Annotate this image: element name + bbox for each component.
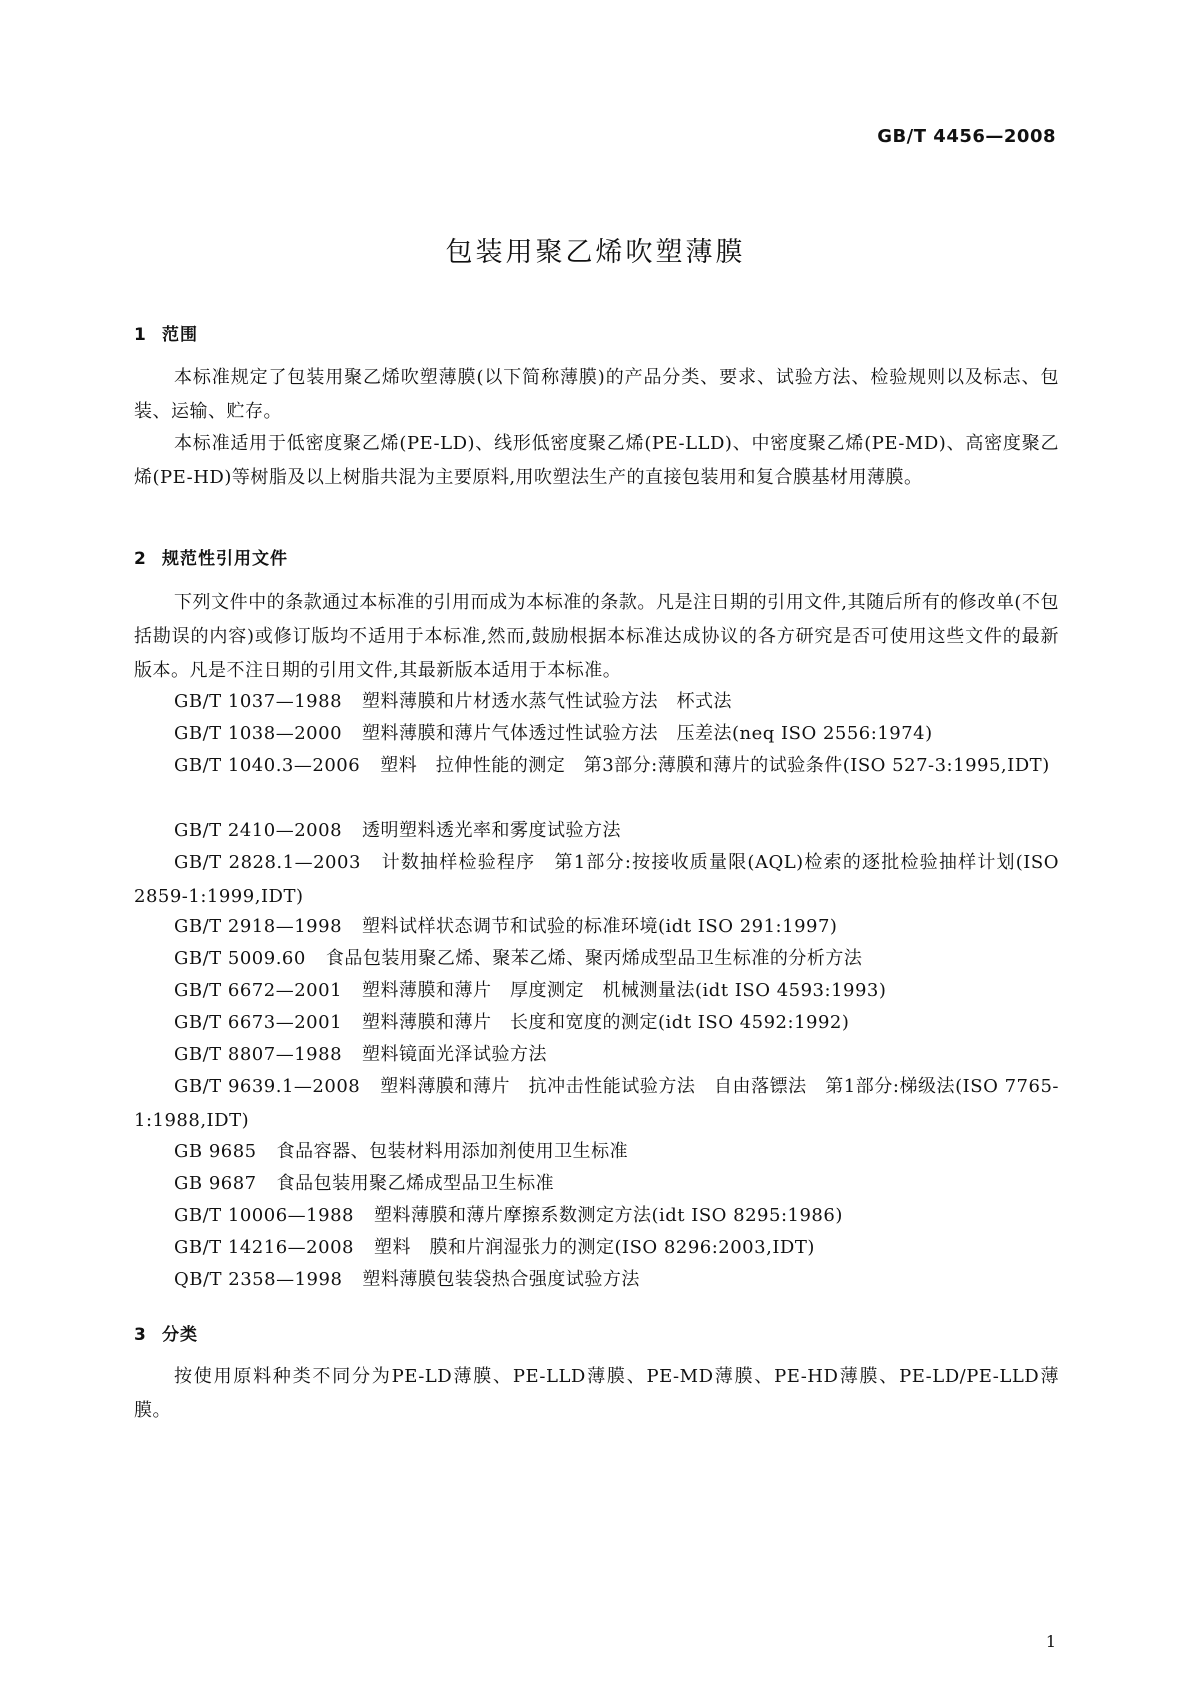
reference-code: GB/T 2918—1998: [174, 916, 343, 937]
reference-title: 食品包装用聚乙烯、聚苯乙烯、聚丙烯成型品卫生标准的分析方法: [325, 948, 863, 969]
section-number: 3: [134, 1325, 147, 1345]
reference-title: 塑料 膜和片润湿张力的测定(ISO 8296:2003,IDT): [373, 1237, 815, 1258]
reference-title: 塑料薄膜和薄片 长度和宽度的测定(idt ISO 4592:1992): [362, 1012, 850, 1033]
reference-item: [134, 1070, 1059, 1138]
section-number: 1: [134, 325, 147, 345]
section-title: 规范性引用文件: [162, 549, 288, 569]
reference-code: GB/T 1038—2000: [174, 723, 343, 744]
reference-code: QB/T 2358—1998: [174, 1269, 343, 1290]
reference-code: GB/T 10006—1988: [174, 1205, 354, 1226]
reference-code: GB/T 2410—2008: [174, 820, 343, 841]
reference-title: 塑料薄膜和片材透水蒸气性试验方法 杯式法: [362, 691, 733, 712]
reference-item: [174, 942, 1059, 976]
reference-code: GB/T 9639.1—2008: [174, 1076, 361, 1097]
section-number: 2: [134, 549, 147, 569]
reference-title: 塑料薄膜包装袋热合强度试验方法: [362, 1269, 640, 1290]
reference-title: 塑料 拉伸性能的测定 第3部分:薄膜和薄片的试验条件(ISO 527-3:1995,IDT): [380, 755, 1050, 776]
reference-title: 塑料薄膜和薄片 抗冲击性能试验方法 自由落镖法 第1部分:梯级法(ISO 7765-1:1988,IDT): [134, 1076, 1059, 1131]
section-3-heading: [134, 1320, 198, 1345]
reference-item: [174, 1199, 1059, 1233]
reference-code: GB/T 5009.60: [174, 948, 306, 969]
references-intro: 下列文件中的条款通过本标准的引用而成为本标准的条款。凡是注日期的引用文件,其随后所有的修改单(不包括勘误的内容)或修订版均不适用于本标准,然而,鼓励根据本标准达成协议的各方研究是否可使用这些文件的最新版本。凡是不注日期的引用文件,其最新版本适用于本标准。: [134, 592, 1059, 681]
reference-item: [174, 1006, 1059, 1040]
document-title: 包装用聚乙烯吹塑薄膜: [445, 237, 746, 268]
reference-item: [174, 1231, 1059, 1265]
reference-title: 塑料试样状态调节和试验的标准环境(idt ISO 291:1997): [362, 916, 838, 937]
section-2-heading: [134, 544, 288, 569]
reference-title: 透明塑料透光率和雾度试验方法: [362, 820, 622, 841]
reference-item: [174, 814, 1059, 848]
reference-title: 塑料镜面光泽试验方法: [362, 1044, 548, 1065]
reference-title: 食品容器、包装材料用添加剂使用卫生标准: [276, 1141, 629, 1162]
reference-code: GB/T 1037—1988: [174, 691, 343, 712]
classification-paragraph: 按使用原料种类不同分为PE-LD薄膜、PE-LLD薄膜、PE-MD薄膜、PE-HD薄膜、PE-LD/PE-LLD薄膜。: [134, 1366, 1059, 1421]
reference-item: [134, 749, 1059, 783]
reference-item: [174, 1167, 1059, 1201]
reference-code: GB/T 2828.1—2003: [174, 852, 361, 873]
section-title: 分类: [162, 1325, 198, 1345]
reference-code: GB/T 6672—2001: [174, 980, 343, 1001]
section-title: 范围: [162, 325, 198, 345]
reference-item: [134, 846, 1059, 914]
scope-paragraph-1: 本标准规定了包装用聚乙烯吹塑薄膜(以下简称薄膜)的产品分类、要求、试验方法、检验规则以及标志、包装、运输、贮存。: [134, 367, 1059, 422]
reference-item: [174, 1135, 1059, 1169]
reference-title: 塑料薄膜和薄片气体透过性试验方法 压差法(neq ISO 2556:1974): [362, 723, 933, 744]
reference-item: [174, 685, 1059, 719]
scope-paragraph-2: 本标准适用于低密度聚乙烯(PE-LD)、线形低密度聚乙烯(PE-LLD)、中密度聚乙烯(PE-MD)、高密度聚乙烯(PE-HD)等树脂及以上树脂共混为主要原料,用吹塑法生产的直接包装用和复合膜基材用薄膜。: [134, 433, 1059, 488]
reference-code: GB/T 14216—2008: [174, 1237, 354, 1258]
reference-item: [174, 1038, 1059, 1072]
reference-item: [174, 1263, 1059, 1297]
page-number: 1: [1045, 1632, 1056, 1651]
reference-code: GB/T 6673—2001: [174, 1012, 343, 1033]
reference-code: GB 9687: [174, 1173, 257, 1194]
reference-code: GB 9685: [174, 1141, 257, 1162]
reference-item: [174, 974, 1059, 1008]
reference-code: GB/T 1040.3—2006: [174, 755, 361, 776]
reference-title: 食品包装用聚乙烯成型品卫生标准: [276, 1173, 555, 1194]
reference-item: [174, 717, 1059, 751]
section-1-heading: [134, 320, 198, 345]
reference-title: 塑料薄膜和薄片 厚度测定 机械测量法(idt ISO 4593:1993): [362, 980, 887, 1001]
reference-title: 计数抽样检验程序 第1部分:按接收质量限(AQL)检索的逐批检验抽样计划(ISO 2859-1:1999,IDT): [134, 852, 1059, 907]
reference-item: [174, 910, 1059, 944]
standard-number: GB/T 4456—2008: [877, 126, 1056, 147]
reference-title: 塑料薄膜和薄片摩擦系数测定方法(idt ISO 8295:1986): [373, 1205, 843, 1226]
reference-code: GB/T 8807—1988: [174, 1044, 343, 1065]
